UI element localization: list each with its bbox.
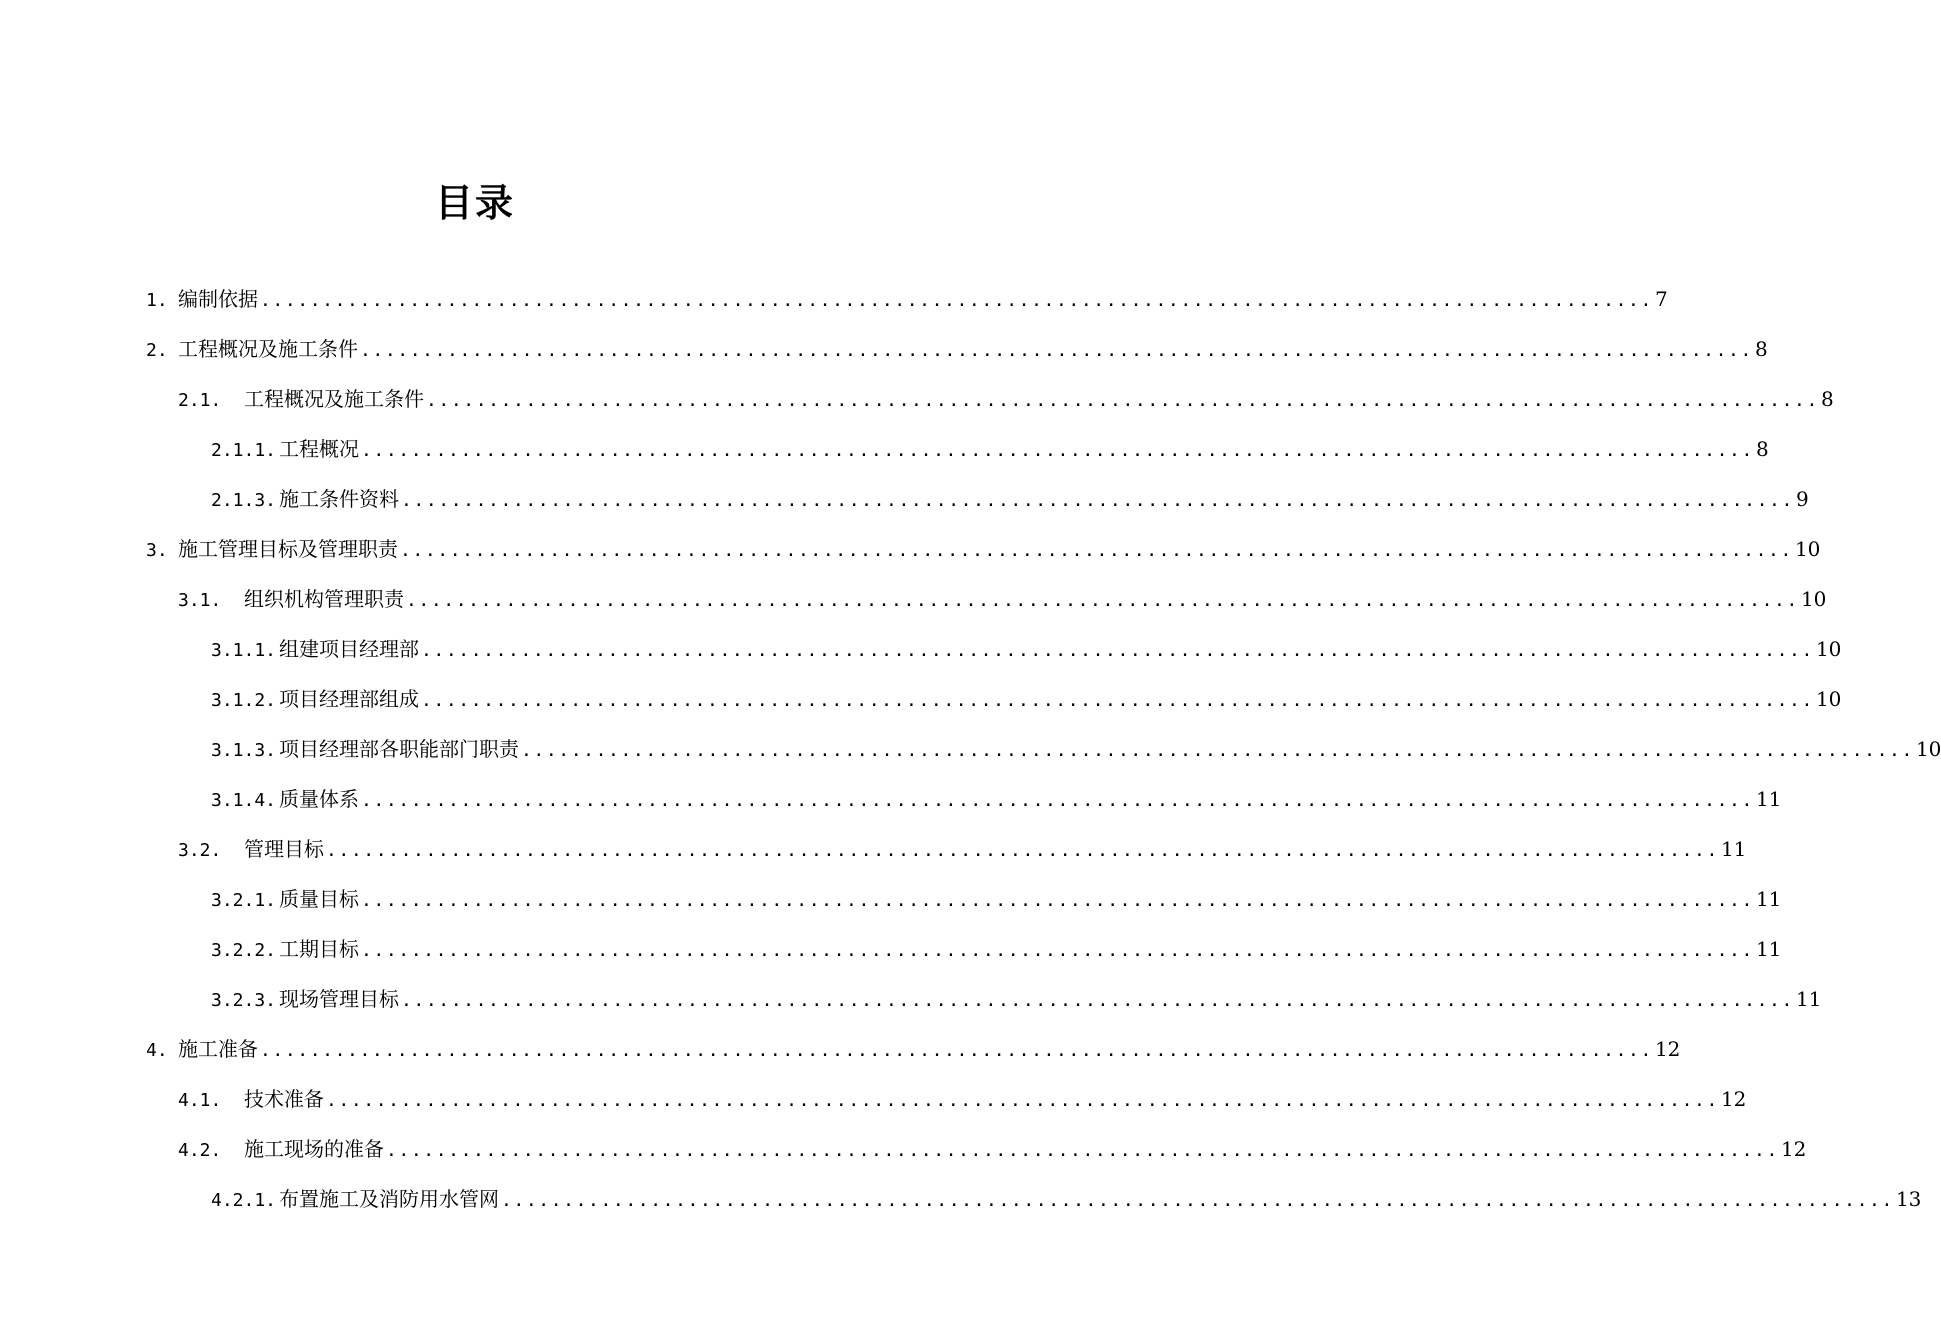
toc-entry[interactable] [211, 483, 1809, 515]
toc-number: 3.1. [178, 590, 222, 611]
toc-number: 2.1. [178, 390, 222, 411]
toc-entry[interactable] [211, 933, 1782, 965]
toc-entry[interactable] [146, 333, 1768, 365]
toc-number: 4.1. [178, 1090, 222, 1111]
toc-text: 施工条件资料 [279, 487, 399, 511]
toc-leader: ................................................................................................................ [400, 540, 1793, 561]
toc-page-number: 7 [1654, 287, 1668, 311]
toc-page-number: 11 [1720, 837, 1747, 861]
toc-text: 组建项目经理部 [279, 637, 419, 661]
toc-leader: ................................................................................................................ [326, 1090, 1719, 1111]
page-title: 目录 [434, 180, 515, 225]
toc-number: 3.1.1. [211, 640, 277, 661]
toc-entry[interactable] [178, 383, 1834, 415]
toc-text: 组织机构管理职责 [244, 587, 404, 611]
toc-leader: ................................................................................................................ [360, 340, 1753, 361]
toc-number: 2.1.1. [211, 440, 277, 461]
toc-leader: ................................................................................................................ [361, 790, 1754, 811]
toc-page-number: 12 [1654, 1037, 1681, 1061]
toc-entry[interactable] [146, 283, 1668, 315]
toc-text: 工程概况及施工条件 [244, 387, 424, 411]
toc-page-number: 8 [1755, 437, 1769, 461]
toc-entry[interactable] [211, 433, 1769, 465]
toc-entry[interactable] [211, 883, 1782, 915]
toc-number: 1. [146, 290, 168, 311]
toc-page-number: 12 [1780, 1137, 1807, 1161]
toc-number: 4.2. [178, 1140, 222, 1161]
toc-entry[interactable] [211, 1183, 1922, 1215]
toc-entry[interactable] [211, 683, 1842, 715]
toc-number: 3.1.4. [211, 790, 277, 811]
toc-page-number: 9 [1795, 487, 1809, 511]
toc-entry[interactable] [146, 533, 1821, 565]
toc-number: 3.1.2. [211, 690, 277, 711]
toc-number: 4. [146, 1040, 168, 1061]
toc-entry[interactable] [211, 633, 1842, 665]
toc-leader: ................................................................................................................ [361, 940, 1754, 961]
toc-page-number: 10 [1915, 737, 1941, 761]
toc-page-number: 12 [1720, 1087, 1747, 1111]
toc-leader: ................................................................................................................ [501, 1190, 1894, 1211]
toc-entry[interactable] [211, 983, 1822, 1015]
toc-text: 项目经理部各职能部门职责 [279, 737, 519, 761]
toc-page-number: 10 [1794, 537, 1821, 561]
toc-leader: ................................................................................................................ [326, 840, 1719, 861]
toc-page-number: 8 [1754, 337, 1768, 361]
toc-number: 3.2.2. [211, 940, 277, 961]
toc-number: 3.2.3. [211, 990, 277, 1011]
toc-text: 管理目标 [244, 837, 324, 861]
toc-text: 布置施工及消防用水管网 [279, 1187, 499, 1211]
toc-leader: ................................................................................................................ [260, 290, 1653, 311]
toc-page-number: 10 [1815, 637, 1842, 661]
toc-text: 施工管理目标及管理职责 [178, 537, 398, 561]
toc-leader: ................................................................................................................ [401, 990, 1794, 1011]
toc-text: 质量体系 [279, 787, 359, 811]
toc-entry[interactable] [211, 733, 1941, 765]
toc-entry[interactable] [178, 833, 1747, 865]
toc-leader: ................................................................................................................ [521, 740, 1914, 761]
toc-leader: ................................................................................................................ [361, 440, 1754, 461]
toc-page-number: 11 [1755, 887, 1782, 911]
toc-leader: ................................................................................................................ [361, 890, 1754, 911]
toc-leader: ................................................................................................................ [421, 640, 1814, 661]
toc-page-number: 11 [1795, 987, 1822, 1011]
toc-leader: ................................................................................................................ [421, 690, 1814, 711]
toc-number: 2.1.3. [211, 490, 277, 511]
toc-leader: ................................................................................................................ [401, 490, 1794, 511]
toc-leader: ................................................................................................................ [406, 590, 1799, 611]
toc-leader: ................................................................................................................ [260, 1040, 1653, 1061]
toc-text: 施工现场的准备 [244, 1137, 384, 1161]
toc-number: 3.2.1. [211, 890, 277, 911]
toc-text: 工程概况及施工条件 [178, 337, 358, 361]
toc-number: 3.2. [178, 840, 222, 861]
toc-text: 现场管理目标 [279, 987, 399, 1011]
toc-entry[interactable] [146, 1033, 1681, 1065]
toc-page-number: 11 [1755, 937, 1782, 961]
toc-number: 3. [146, 540, 168, 561]
toc-page-number: 10 [1815, 687, 1842, 711]
toc-entry[interactable] [211, 783, 1782, 815]
toc-text: 技术准备 [244, 1087, 324, 1111]
toc-text: 编制依据 [178, 287, 258, 311]
toc-leader: ................................................................................................................ [386, 1140, 1779, 1161]
toc-page-number: 8 [1820, 387, 1834, 411]
toc-page-number: 11 [1755, 787, 1782, 811]
toc-number: 4.2.1. [211, 1190, 277, 1211]
toc-text: 工程概况 [279, 437, 359, 461]
toc-text: 工期目标 [279, 937, 359, 961]
toc-text: 项目经理部组成 [279, 687, 419, 711]
toc-page-number: 10 [1800, 587, 1827, 611]
toc-page-number: 13 [1895, 1187, 1922, 1211]
toc-entry[interactable] [178, 1133, 1807, 1165]
toc-entry[interactable] [178, 583, 1827, 615]
toc-number: 3.1.3. [211, 740, 277, 761]
toc-text: 质量目标 [279, 887, 359, 911]
toc-number: 2. [146, 340, 168, 361]
toc-leader: ................................................................................................................ [426, 390, 1819, 411]
toc-entry[interactable] [178, 1083, 1747, 1115]
toc-text: 施工准备 [178, 1037, 258, 1061]
